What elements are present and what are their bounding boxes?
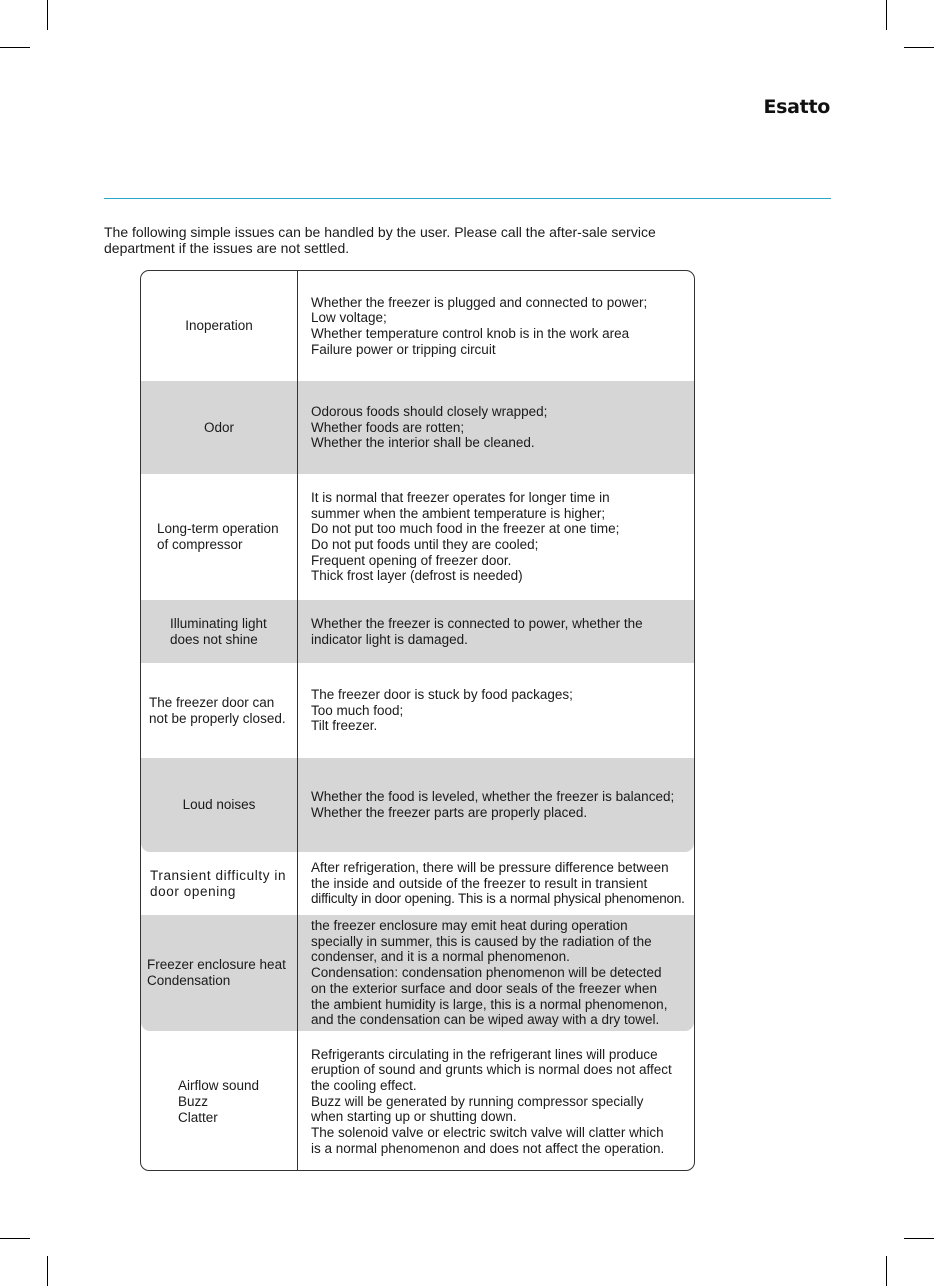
solution-line: Tilt freezer. — [311, 718, 378, 734]
intro-line: department if the issues are not settled. — [104, 240, 350, 256]
solution-line: Whether foods are rotten; — [311, 419, 465, 435]
problem-text: Illuminating light — [170, 615, 267, 631]
solution-cell — [311, 915, 690, 1031]
solution-line: and the condensation can be wiped away with a dry towel. — [311, 1012, 660, 1028]
solution-line: Whether the interior shall be cleaned. — [311, 435, 535, 451]
table-row — [141, 852, 694, 915]
crop-mark — [47, 1256, 48, 1286]
solution-line: on the exterior surface and door seals of the freezer when — [311, 980, 657, 996]
solution-cell — [311, 663, 690, 758]
problem-cell — [141, 271, 297, 381]
problem-text: Long-term operation — [157, 521, 279, 536]
solution-line: is a normal phenomenon and does not affect the operation. — [311, 1140, 665, 1156]
solution-line: Frequent opening of freezer door. — [311, 552, 512, 568]
table-row — [141, 1031, 694, 1171]
problem-cell — [141, 915, 297, 1031]
table-row — [141, 600, 694, 663]
problem-cell — [141, 663, 297, 758]
solution-line: the inside and outside of the freezer to result in transient — [311, 875, 648, 891]
solution-cell — [311, 852, 690, 915]
solution-line: Low voltage; — [311, 310, 387, 326]
problem-text: Condensation — [147, 973, 231, 988]
problem-cell — [141, 474, 297, 600]
table-row — [141, 381, 694, 474]
intro-text — [104, 224, 684, 256]
solution-line: Condensation: condensation phenomenon will be detected — [311, 965, 662, 981]
solution-line: specially in summer, this is caused by the radiation of the — [311, 933, 652, 949]
solution-line: the freezer enclosure may emit heat during operation — [311, 918, 628, 934]
solution-line: Buzz will be generated by running compressor specially — [311, 1093, 644, 1109]
solution-line: summer when the ambient temperature is higher; — [311, 505, 606, 521]
solution-line: Do not put foods until they are cooled; — [311, 537, 539, 552]
crop-mark — [0, 47, 30, 48]
table-row — [141, 915, 694, 1031]
solution-line: the ambient humidity is large, this is a normal phenomenon, — [311, 996, 668, 1012]
table-row — [141, 474, 694, 600]
problem-text: Clatter — [178, 1109, 218, 1125]
solution-line: Whether temperature control knob is in the work area — [311, 326, 630, 341]
problem-text: does not shine — [170, 631, 258, 647]
problem-text: Inoperation — [185, 318, 253, 333]
solution-line: condenser, and it is a normal phenomenon. — [311, 949, 570, 965]
problem-text: Transient difficulty in — [150, 867, 287, 883]
crop-mark — [904, 47, 934, 48]
solution-line: Failure power or tripping circuit — [311, 341, 496, 357]
solution-line: difficulty in door opening. This is a normal physical phenomenon. — [311, 891, 685, 907]
solution-line: After refrigeration, there will be pressure difference between — [311, 859, 669, 875]
solution-cell — [311, 474, 690, 600]
problem-text: Buzz — [178, 1093, 209, 1109]
solution-line: It is normal that freezer operates for longer time in — [311, 489, 610, 505]
solution-line: Do not put too much food in the freezer at one time; — [311, 521, 620, 537]
problem-text: door opening — [150, 883, 237, 899]
solution-line: The solenoid valve or electric switch valve will clatter which — [311, 1125, 664, 1141]
intro-line: The following simple issues can be handled by the user. Please call the after-sale service — [104, 224, 656, 240]
solution-line: when starting up or shutting down. — [311, 1109, 517, 1125]
solution-line: Thick frost layer (defrost is needed) — [311, 568, 523, 584]
table-row — [141, 758, 694, 852]
solution-line: indicator light is damaged. — [311, 631, 468, 647]
table-row — [141, 663, 694, 758]
header-rule — [104, 198, 831, 199]
solution-line: Odorous foods should closely wrapped; — [311, 403, 548, 419]
problem-cell — [141, 1031, 297, 1171]
crop-mark — [886, 0, 887, 30]
solution-line: Whether the freezer parts are properly placed. — [311, 805, 588, 820]
solution-cell — [311, 1031, 690, 1171]
problem-cell — [141, 381, 297, 474]
solution-line: eruption of sound and grunts which is normal does not affect — [311, 1062, 672, 1078]
crop-mark — [47, 0, 48, 30]
problem-cell — [141, 852, 297, 915]
solution-line: Whether the food is leveled, whether the freezer is balanced; — [311, 789, 675, 805]
table-row — [141, 271, 694, 381]
troubleshooting-table — [140, 270, 695, 1171]
crop-mark — [0, 1238, 30, 1239]
problem-text: The freezer door can — [149, 694, 275, 710]
crop-mark — [904, 1238, 934, 1239]
solution-line: Refrigerants circulating in the refrigerant lines will produce — [311, 1046, 658, 1062]
problem-text: Loud noises — [182, 797, 256, 812]
solution-line: Too much food; — [311, 702, 404, 718]
column-divider — [297, 271, 298, 1170]
problem-cell — [141, 600, 297, 663]
solution-cell — [311, 381, 690, 474]
solution-cell — [311, 758, 690, 852]
problem-text: Freezer enclosure heat — [147, 957, 286, 972]
brand-logo: Esatto — [763, 96, 830, 118]
solution-line: Whether the freezer is connected to power, whether the — [311, 615, 643, 631]
problem-text: not be properly closed. — [149, 710, 286, 726]
crop-mark — [886, 1256, 887, 1286]
solution-cell — [311, 600, 690, 663]
solution-line: the cooling effect. — [311, 1077, 417, 1093]
problem-text: Airflow sound — [178, 1077, 260, 1093]
solution-line: The freezer door is stuck by food packages; — [311, 687, 573, 702]
solution-line: Whether the freezer is plugged and connected to power; — [311, 294, 648, 310]
problem-text: Odor — [203, 419, 234, 435]
problem-text: of compressor — [157, 537, 243, 552]
problem-cell — [141, 758, 297, 852]
solution-cell — [311, 271, 690, 381]
